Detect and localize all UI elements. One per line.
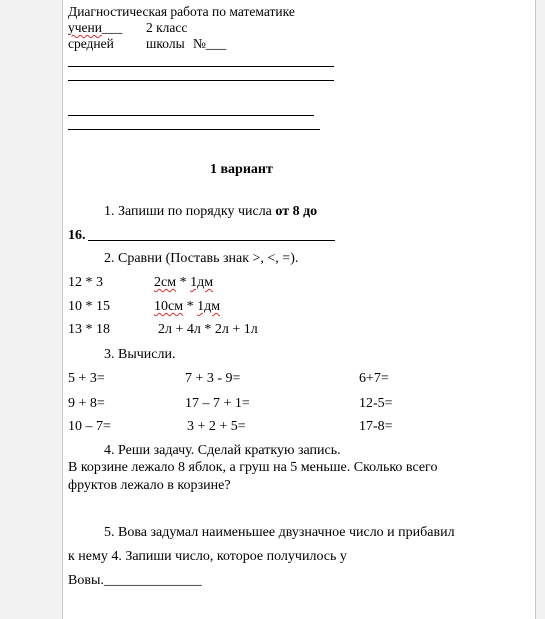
grade-label: 2 класс — [146, 20, 188, 35]
task4-line1: В корзине лежало 8 яблок, а груш на 5 меньше. Сколько всего — [68, 460, 438, 475]
doc-title: Диагностическая работа по математике — [68, 4, 295, 19]
task1-text — [104, 204, 317, 220]
blank-line-2 — [68, 80, 334, 81]
task2-row2-right — [154, 299, 220, 315]
task3-r2c1: 9 + 8= — [68, 396, 105, 411]
task3-r3c2: 3 + 2 + 5= — [187, 419, 246, 434]
blank-line-3 — [68, 115, 314, 116]
school-label: школы — [146, 36, 185, 51]
task1-end: 16. — [68, 228, 86, 243]
blank-line-1 — [68, 66, 334, 67]
task2-row2-op: * — [183, 299, 198, 314]
task2-row1-b: 1дм — [190, 275, 214, 290]
task2-row1-a: 2см — [154, 275, 177, 290]
task3-r3c3: 17-8= — [359, 419, 393, 434]
task2-row2-a: 10см — [154, 299, 184, 314]
task2-row2-left: 10 * 15 — [68, 299, 110, 314]
school-word: средней — [68, 36, 114, 51]
task3-r2c2: 17 – 7 + 1= — [185, 396, 250, 411]
student-label: учени — [68, 20, 102, 35]
task2-row1-right — [154, 275, 213, 291]
task1-answer-line — [88, 240, 335, 241]
task2-row2-b: 1дм — [197, 299, 221, 314]
task2-title: 2. Сравни (Поставь знак >, <, =). — [104, 251, 299, 266]
task3-r1c2: 7 + 3 - 9= — [185, 371, 241, 386]
task5-line1: 5. Вова задумал наименьшее двузначное число и прибавил — [104, 525, 455, 540]
task3-r1c3: 6+7= — [359, 371, 389, 386]
task2-row3-left: 13 * 18 — [68, 322, 110, 337]
task4-title: 4. Реши задачу. Сделай краткую запись. — [104, 443, 341, 458]
task5-line3: Вовы.______________ — [68, 573, 202, 588]
task2-row3-right: 2л + 4л * 2л + 1л — [158, 322, 258, 337]
task5-line2: к нему 4. Запиши число, которое получилось у — [68, 549, 347, 564]
school-number: №___ — [193, 36, 227, 51]
student-line — [68, 20, 122, 36]
task3-r2c3: 12-5= — [359, 396, 393, 411]
task1-prefix: 1. Запиши по порядку числа — [104, 204, 276, 219]
task3-r3c1: 10 – 7= — [68, 419, 111, 434]
task2-row1-op: * — [176, 275, 191, 290]
blank-line-4 — [68, 129, 320, 130]
task3-title: 3. Вычисли. — [104, 347, 176, 362]
task3-r1c1: 5 + 3= — [68, 371, 105, 386]
variant-heading: 1 вариант — [210, 162, 273, 177]
student-blank: ___ — [101, 20, 123, 35]
task4-line2: фруктов лежало в корзине? — [68, 478, 231, 493]
task2-row1-left: 12 * 3 — [68, 275, 103, 290]
task1-bold: от 8 до — [275, 204, 318, 219]
